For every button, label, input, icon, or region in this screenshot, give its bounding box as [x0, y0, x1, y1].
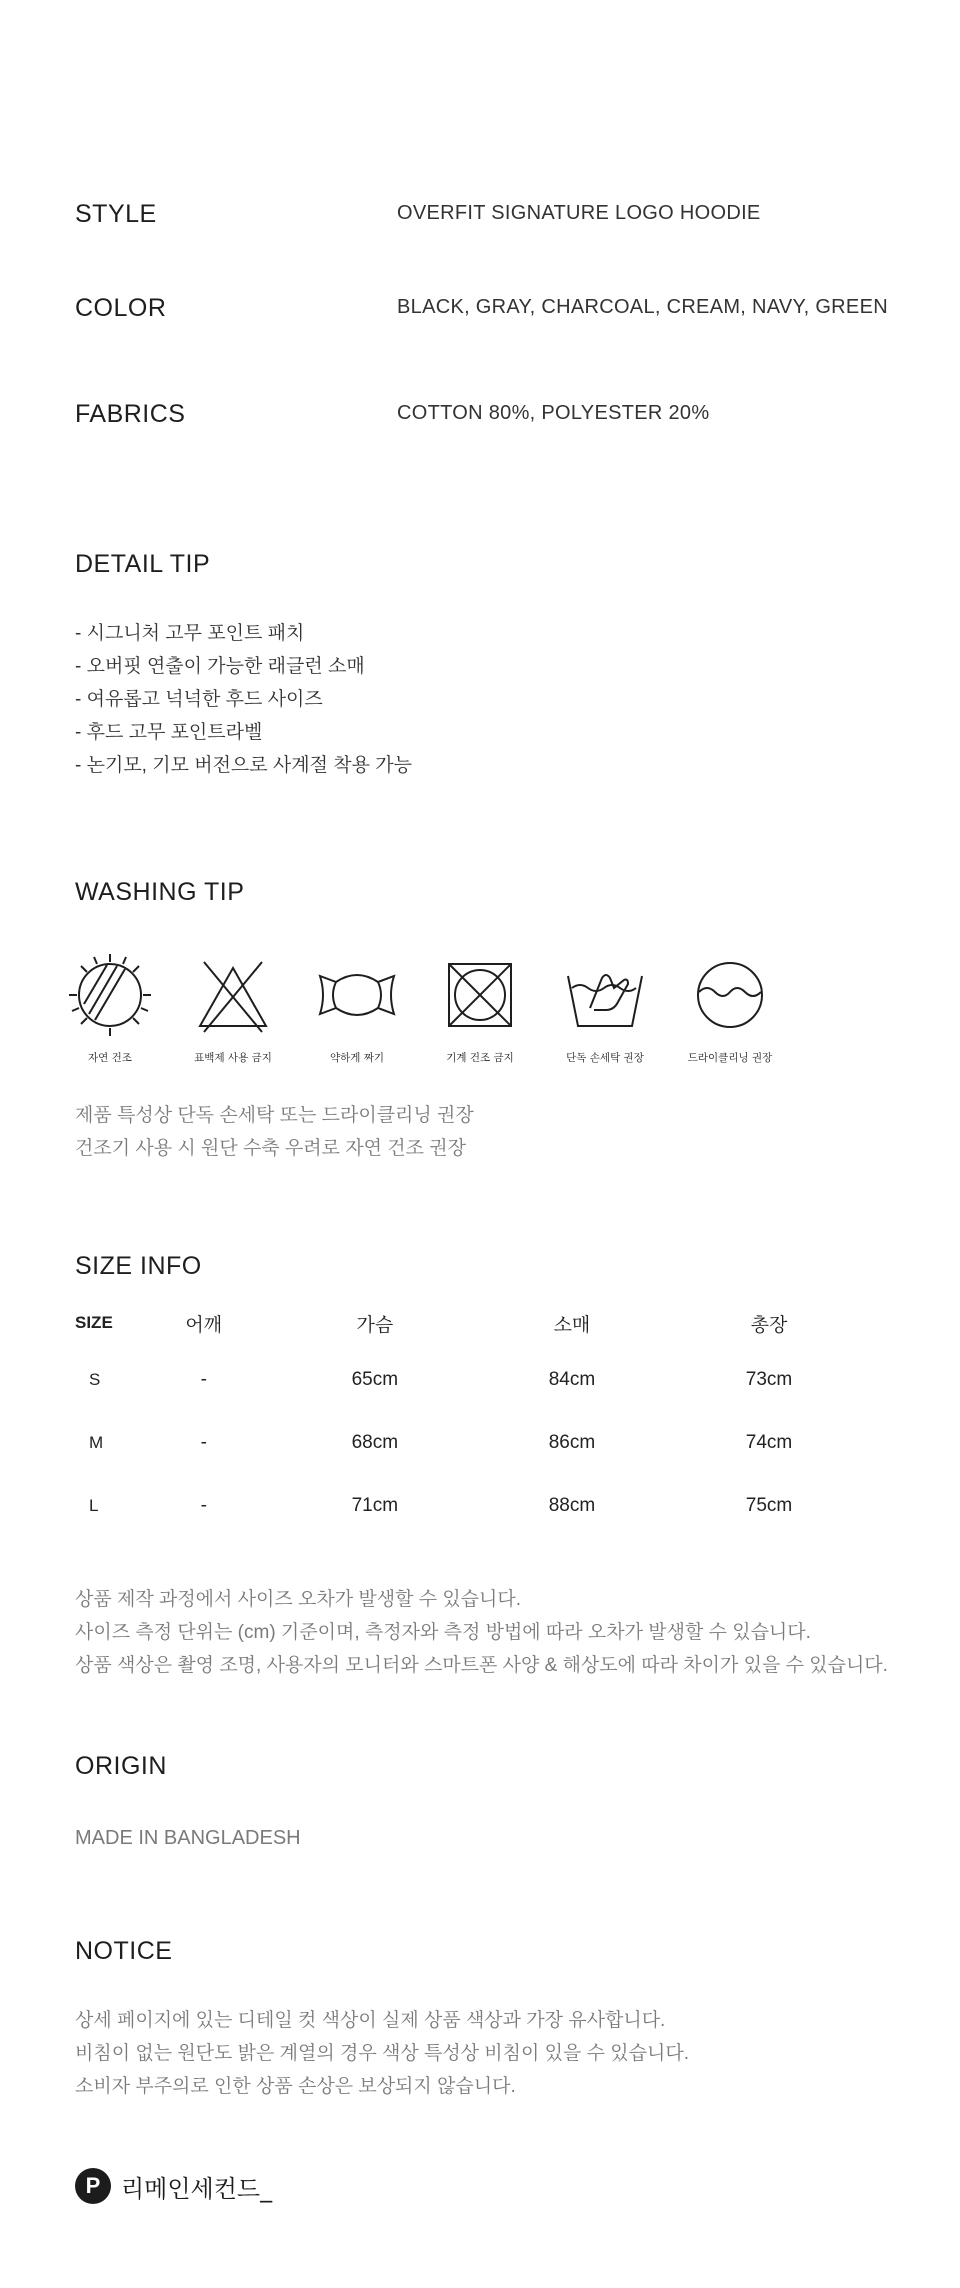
size-table	[75, 1298, 875, 1537]
washing-tip-heading: WASHING TIP	[75, 878, 245, 906]
column-header: 가슴	[356, 1314, 394, 1336]
size-notes	[75, 1583, 888, 1682]
size-note: 사이즈 측정 단위는 (cm) 기준이며, 측정자와 측정 방법에 따라 오차가 발생할 수 있습니다.	[75, 1622, 811, 1643]
color-label: COLOR	[75, 294, 167, 322]
washing-note: 건조기 사용 시 원단 수축 우려로 자연 건조 권장	[75, 1138, 466, 1159]
notice-line: 비침이 없는 원단도 밝은 계열의 경우 색상 특성상 비침이 있을 수 있습니다.	[75, 2043, 689, 2064]
natural-dry-icon	[67, 952, 153, 1038]
brand-mark-icon: P	[75, 2168, 111, 2204]
table-cell: 65cm	[351, 1368, 399, 1390]
table-cell: -	[200, 1494, 207, 1516]
size-cell: M	[89, 1432, 104, 1452]
brand-name: 리메인세컨드_	[121, 2174, 273, 2203]
table-cell: 84cm	[548, 1368, 596, 1390]
table-cell: -	[200, 1368, 207, 1390]
notice-line: 상세 페이지에 있는 디테일 컷 색상이 실제 상품 색상과 가장 유사합니다.	[75, 2010, 666, 2031]
dry-clean-icon	[687, 952, 773, 1038]
detail-tip-item: - 후드 고무 포인트라벨	[75, 722, 263, 743]
column-header: SIZE	[75, 1313, 113, 1332]
natural-dry-item	[50, 952, 170, 1065]
gentle-wring-item	[297, 952, 417, 1065]
notice-list	[75, 2004, 689, 2103]
gentle-wring-icon	[314, 952, 400, 1038]
table-cell: 86cm	[548, 1431, 596, 1453]
hand-wash-caption: 단독 손세탁 권장	[566, 1052, 644, 1064]
fabrics-value: COTTON 80%, POLYESTER 20%	[397, 402, 710, 424]
notice-heading: NOTICE	[75, 1937, 173, 1965]
origin-value: MADE IN BANGLADESH	[75, 1827, 301, 1849]
no-bleach-caption: 표백제 사용 금지	[194, 1052, 272, 1064]
fabrics-label: FABRICS	[75, 400, 186, 428]
gentle-wring-caption: 약하게 짜기	[329, 1052, 385, 1064]
no-tumble-dry-icon	[437, 952, 523, 1038]
no-bleach-icon	[190, 952, 276, 1038]
natural-dry-caption: 자연 건조	[88, 1052, 132, 1064]
size-info-heading: SIZE INFO	[75, 1252, 202, 1280]
hand-wash-icon	[562, 952, 648, 1038]
table-cell: 75cm	[745, 1494, 793, 1516]
detail-tip-list	[75, 617, 412, 782]
table-cell: 88cm	[548, 1494, 596, 1516]
washing-note: 제품 특성상 단독 손세탁 또는 드라이클리닝 권장	[75, 1105, 474, 1126]
style-label: STYLE	[75, 200, 157, 228]
detail-tip-item: - 여유롭고 넉넉한 후드 사이즈	[75, 689, 323, 710]
no-tumble-dry-caption: 기계 건조 금지	[446, 1052, 514, 1064]
table-row	[75, 1348, 875, 1411]
brand-logo	[75, 2168, 272, 2204]
detail-tip-item: - 시그니처 고무 포인트 패치	[75, 623, 305, 644]
table-cell: 71cm	[351, 1494, 399, 1516]
detail-tip-heading: DETAIL TIP	[75, 550, 211, 578]
detail-tip-item: - 논기모, 기모 버전으로 사계절 착용 가능	[75, 755, 412, 776]
no-bleach-item	[173, 952, 293, 1065]
table-cell: 68cm	[351, 1431, 399, 1453]
column-header: 소매	[553, 1314, 591, 1336]
table-cell: 73cm	[745, 1368, 793, 1390]
table-cell: -	[200, 1431, 207, 1453]
size-note: 상품 색상은 촬영 조명, 사용자의 모니터와 스마트폰 사양 & 해상도에 따라 차이가 있을 수 있습니다.	[75, 1655, 888, 1676]
notice-line: 소비자 부주의로 인한 상품 손상은 보상되지 않습니다.	[75, 2076, 516, 2097]
size-cell: S	[89, 1369, 101, 1389]
hand-wash-item	[545, 952, 665, 1065]
table-row	[75, 1411, 875, 1474]
dry-clean-caption: 드라이클리닝 권장	[687, 1052, 773, 1064]
column-header: 어깨	[185, 1314, 223, 1336]
origin-heading: ORIGIN	[75, 1752, 167, 1780]
detail-tip-item: - 오버핏 연출이 가능한 래글런 소매	[75, 656, 365, 677]
table-row	[75, 1474, 875, 1537]
size-table-header	[75, 1298, 875, 1348]
washing-notes	[75, 1099, 474, 1165]
column-header: 총장	[750, 1314, 788, 1336]
color-value: BLACK, GRAY, CHARCOAL, CREAM, NAVY, GREEN	[397, 296, 888, 318]
no-tumble-dry-item	[420, 952, 540, 1065]
style-value: OVERFIT SIGNATURE LOGO HOODIE	[397, 202, 761, 224]
size-note: 상품 제작 과정에서 사이즈 오차가 발생할 수 있습니다.	[75, 1589, 522, 1610]
size-cell: L	[89, 1495, 99, 1515]
dry-clean-item	[670, 952, 790, 1065]
table-cell: 74cm	[745, 1431, 793, 1453]
